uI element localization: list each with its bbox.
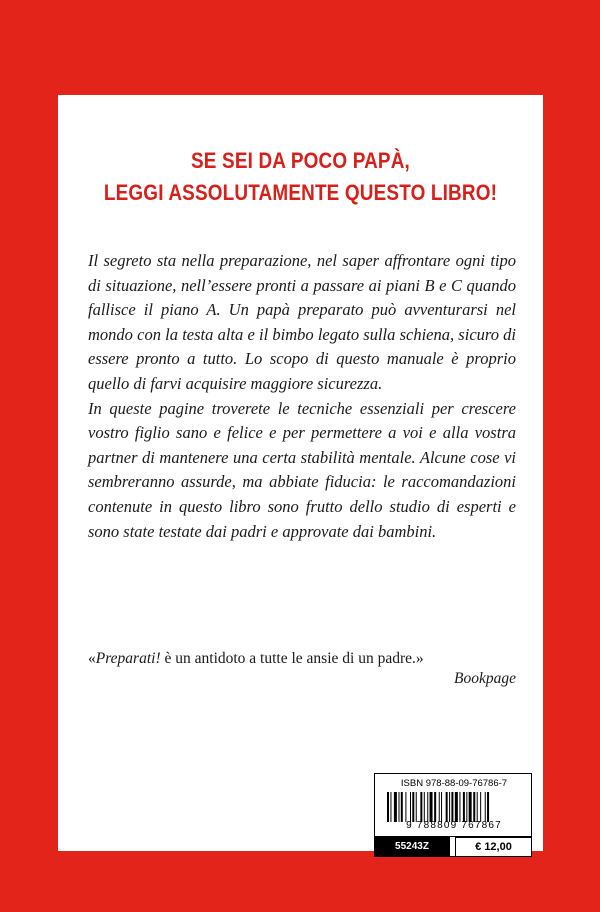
isbn-text: ISBN 978-88-09-76786-7 (400, 778, 508, 789)
price-label: € 12,00 (455, 837, 532, 857)
quote-text: è un antidoto a tutte le ansie di un padre.» (160, 650, 424, 667)
barcode-number: 9 788809 767867 (406, 820, 502, 831)
quote-source: Bookpage (454, 670, 516, 687)
blurb-paragraph-1: Il segreto sta nella preparazione, nel saper affrontare ogni tipo di situazione, nell’essere pronti a passare ai piani B e C quando fallisce il piano A. Un papà preparato può avventurarsi nel mondo con la testa alta e il bimbo legato sulla schiena, sicuro di essere pronto a tutto. Lo scopo di questo manuale è proprio quello di farvi acquisire maggiore sicurezza. (88, 251, 516, 393)
headline-line-1: SE SEI DA POCO PAPÀ, (191, 148, 410, 173)
text-panel (58, 95, 543, 851)
blurb-paragraph-2: In queste pagine troverete le tecniche essenziali per crescere vostro figlio sano e felice e per permettere a voi e alla vostra partner di mantenere una certa stabilità mentale. Alcune cose vi sembreranno assurde, ma abbiate fiducia: le raccomandazioni contenute in questo libro sono frutto dello studio di esperti e sono state testate dai padri e approvate dai bambini. (88, 398, 516, 541)
blurb (88, 249, 516, 544)
headline (92, 145, 509, 209)
barcode-bars (387, 792, 521, 822)
barcode-box (374, 773, 532, 857)
review-quote (88, 648, 516, 670)
quote-book-title: Preparati! (95, 650, 161, 667)
quote-open-mark: « (88, 650, 96, 667)
headline-line-2: LEGGI ASSOLUTAMENTE QUESTO LIBRO! (103, 180, 498, 205)
product-code: 55243Z (374, 837, 450, 857)
